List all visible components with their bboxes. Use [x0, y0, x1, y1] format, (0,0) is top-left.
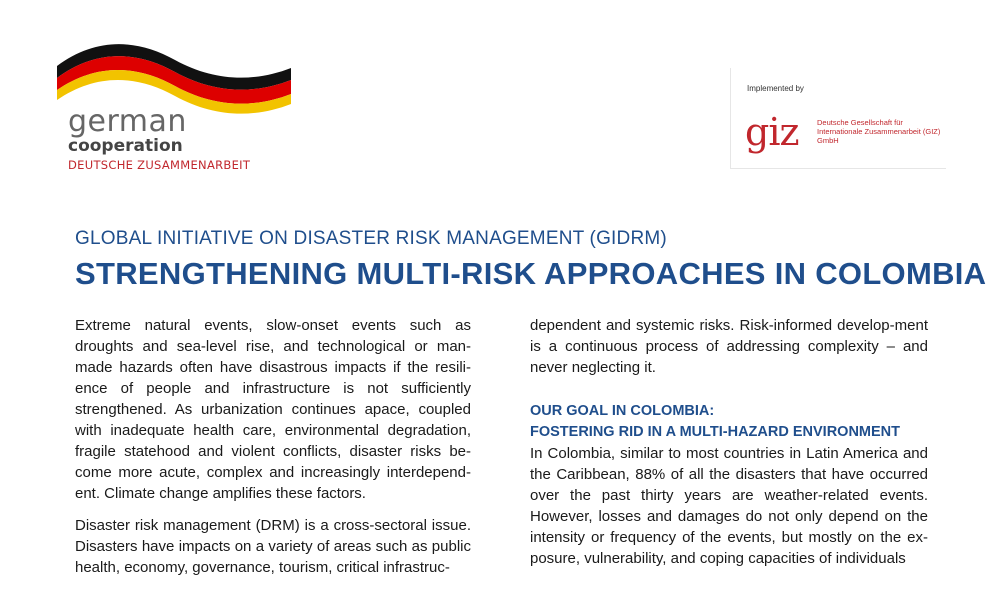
logo-german-text: german	[68, 104, 187, 139]
right-column	[530, 315, 928, 580]
logo-cooperation-text: cooperation	[68, 136, 183, 156]
right-paragraph-2: In Colombia, similar to most countries in Latin America and the Caribbean, 88% of all the disasters that have occurred over the past thirty years are weather-related events. However, losses and damages do not only depend on the intensity or frequency of the events, but mostly on the ex-posure, vulnerability, and coping capacities of individuals	[530, 445, 928, 567]
giz-logo: giz	[745, 110, 799, 154]
left-column	[75, 315, 471, 589]
section-heading-fostering: FOSTERING RID IN A MULTI-HAZARD ENVIRONMENT	[530, 424, 900, 440]
implemented-by-box	[730, 68, 946, 169]
left-paragraph-1: Extreme natural events, slow-onset events such as droughts and sea-level rise, and technological or man-made hazards often have disastrous impacts if the resili-ence of people and infrastructure is not sufficiently strengthened. As urbanization continues apace, coupled with inadequate health care, environmental degradation, fragile statehood and violent conflicts, disaster risks be-come more acute, complex and increasingly interdepend-ent. Climate change amplifies these factors.	[75, 317, 471, 502]
right-paragraph-1: dependent and systemic risks. Risk-informed develop-ment is a continuous process of addressing complexity – and never neglecting it.	[530, 317, 928, 376]
german-cooperation-logo	[55, 38, 295, 178]
document-title: STRENGTHENING MULTI-RISK APPROACHES IN COLOMBIA	[75, 256, 987, 291]
section-heading-goal: OUR GOAL IN COLOMBIA:	[530, 403, 715, 419]
giz-full-name: Deutsche Gesellschaft für Internationale Zusammenarbeit (GIZ) GmbH	[817, 118, 941, 145]
left-paragraph-2: Disaster risk management (DRM) is a cross-sectoral issue. Disasters have impacts on a variety of areas such as public health, economy, governance, tourism, critical infrastruc-	[75, 517, 471, 576]
implemented-by-label: Implemented by	[747, 84, 804, 93]
logo-deutsche-text: DEUTSCHE ZUSAMMENARBEIT	[68, 158, 251, 172]
document-subtitle: GLOBAL INITIATIVE ON DISASTER RISK MANAGEMENT (GIDRM)	[75, 228, 667, 249]
